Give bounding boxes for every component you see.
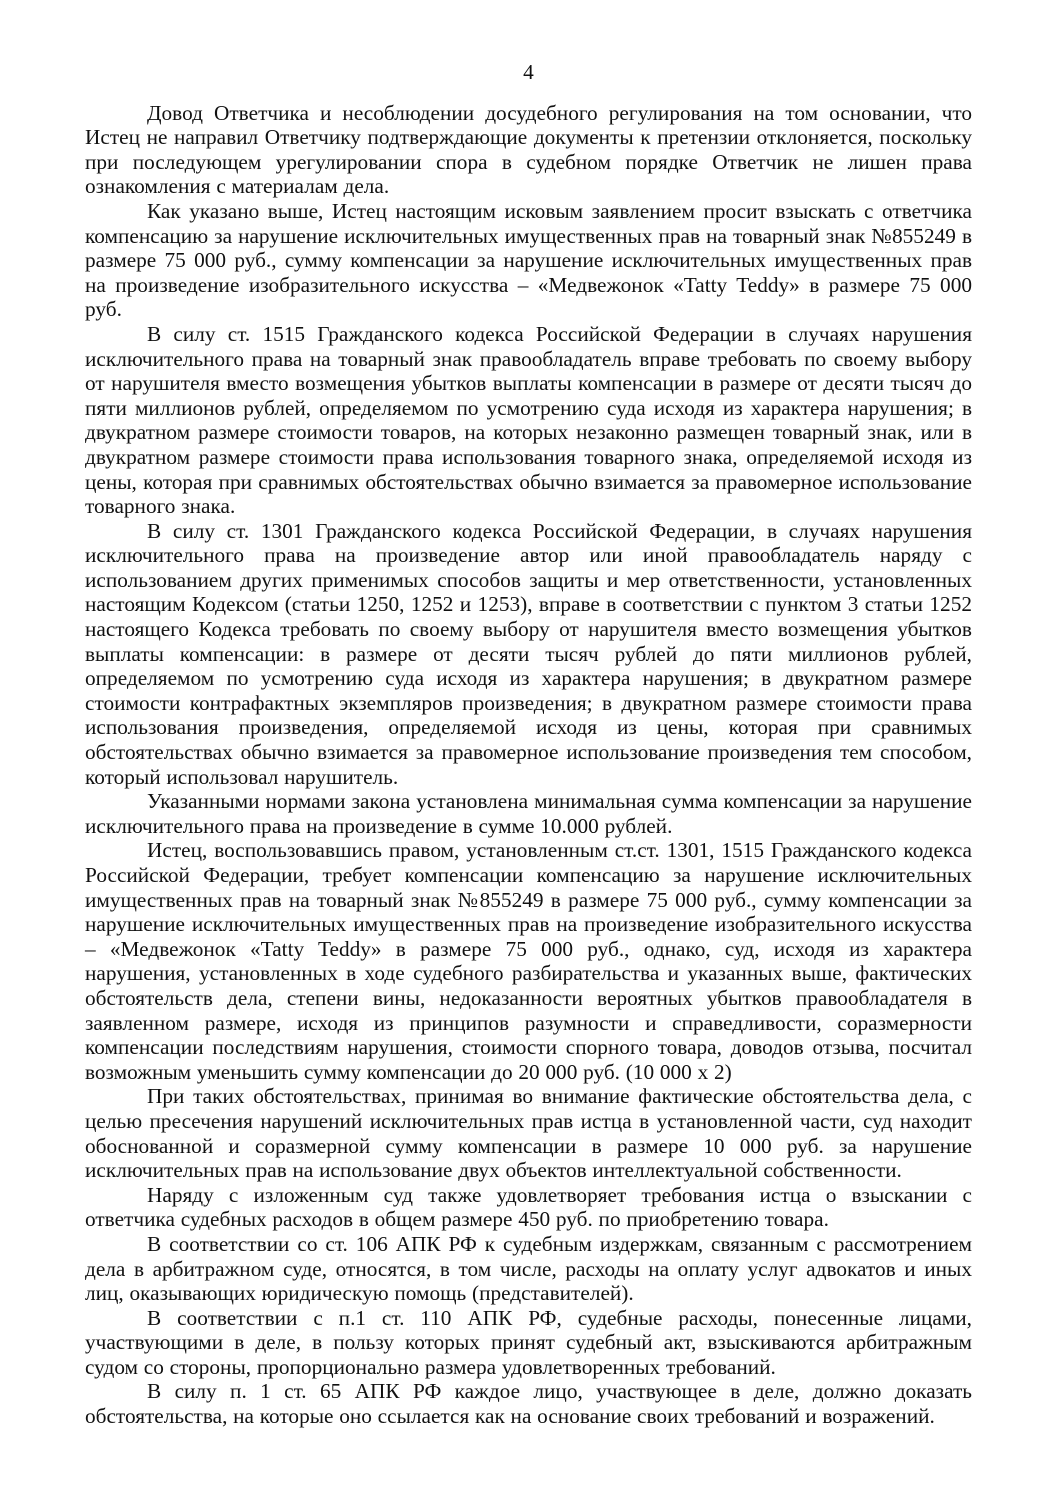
page-number: 4 <box>523 60 534 84</box>
paragraph-apk-65: В силу п. 1 ст. 65 АПК РФ каждое лицо, участвующее в деле, должно доказать обстоятельства, на которые оно ссылается как на основание своих требований и возражений. <box>85 1379 972 1429</box>
paragraph-article-1515: В силу ст. 1515 Гражданского кодекса Российской Федерации в случаях нарушения исключительного права на товарный знак правообладатель вправе требовать по своему выбору от нарушителя вместо возмещения убытков выплаты компенсации в размере от десяти тысяч до пяти миллионов рублей, определяемом по усмотрению суда исходя из характера нарушения; в двукратном размере стоимости товаров, на которых незаконно размещен товарный знак, или в двукратном размере стоимости права использования товарного знака, определяемой исходя из цены, которая при сравнимых обстоятельствах обычно взимается за правомерное использование товарного знака. <box>85 321 972 519</box>
paragraph-court-costs-award: Наряду с изложенным суд также удовлетворяет требования истца о взыскании с ответчика судебных расходов в общем размере 450 руб. по приобретению товара. <box>85 1182 972 1232</box>
paragraph-pretrial-argument: Довод Ответчика и несоблюдении досудебного регулирования на том основании, что Истец не направил Ответчику подтверждающие документы к претензии отклоняется, поскольку при последующем урегулировании спора в судебном порядке Ответчик не лишен права ознакомления с материалам дела. <box>85 100 972 199</box>
paragraph-claim-reduction: Истец, воспользовавшись правом, установленным ст.ст. 1301, 1515 Гражданского кодекса Российской Федерации, требует компенсации компенсацию за нарушение исключительных имущественных прав на товарный знак №855249 в размере 75 000 руб., сумму компенсации за нарушение исключительных имущественных прав на произведение изобразительного искусства – «Медвежонок «Tatty Teddy» в размере 75 000 руб., однако, суд, исходя из характера нарушения, установленных в ходе судебного разбирательства и указанных выше, фактических обстоятельств дела, степени вины, недоказанности вероятных убытков правообладателя в заявленном размере, исходя из принципов разумности и справедливости, соразмерности компенсации последствиям нарушения, стоимости спорного товара, доводов отзыва, посчитал возможным уменьшить сумму компенсации до 20 000 руб. (10 000 х 2) <box>85 838 972 1084</box>
paragraph-minimum-compensation: Указанными нормами закона установлена минимальная сумма компенсации за нарушение исключительного права на произведение в сумме 10.000 рублей. <box>85 789 972 838</box>
paragraph-court-finding: При таких обстоятельствах, принимая во внимание фактические обстоятельства дела, с целью пресечения нарушений исключительных прав истца в установленной части, суд находит обоснованной и соразмерной сумму компенсации в размере 10 000 руб. за нарушение исключительных прав на использование двух объектов интеллектуальной собственности. <box>85 1084 972 1183</box>
paragraph-apk-110: В соответствии с п.1 ст. 110 АПК РФ, судебные расходы, понесенные лицами, участвующими в деле, в пользу которых принят судебный акт, взыскиваются арбитражным судом со стороны, пропорционально размера удовлетворенных требований. <box>85 1305 972 1379</box>
paragraph-claim-summary: Как указано выше, Истец настоящим исковым заявлением просит взыскать с ответчика компенсацию за нарушение исключительных имущественных прав на товарный знак №855249 в размере 75 000 руб., сумму компенсации за нарушение исключительных имущественных прав на произведение изобразительного искусства – «Медвежонок «Tatty Teddy» в размере 75 000 руб. <box>85 198 972 322</box>
paragraph-article-1301: В силу ст. 1301 Гражданского кодекса Российской Федерации, в случаях нарушения исключительного права на произведение автор или иной правообладатель наряду с использованием других применимых способов защиты и мер ответственности, установленных настоящим Кодексом (статьи 1250, 1252 и 1253), вправе в соответствии с пунктом 3 статьи 1252 настоящего Кодекса требовать по своему выбору от нарушителя вместо возмещения убытков выплаты компенсации: в размере от десяти тысяч рублей до пяти миллионов рублей, определяемом по усмотрению суда исходя из характера нарушения; в двукратном размере стоимости контрафактных экземпляров произведения; в двукратном размере стоимости права использования произведения, определяемой исходя из цены, которая при сравнимых обстоятельствах обычно взимается за правомерное использование произведения тем способом, который использовал нарушитель. <box>85 518 972 789</box>
paragraph-apk-106: В соответствии со ст. 106 АПК РФ к судебным издержкам, связанным с рассмотрением дела в арбитражном суде, относятся, в том числе, расходы на оплату услуг адвокатов и иных лиц, оказывающих юридическую помощь (представителей). <box>85 1231 972 1306</box>
